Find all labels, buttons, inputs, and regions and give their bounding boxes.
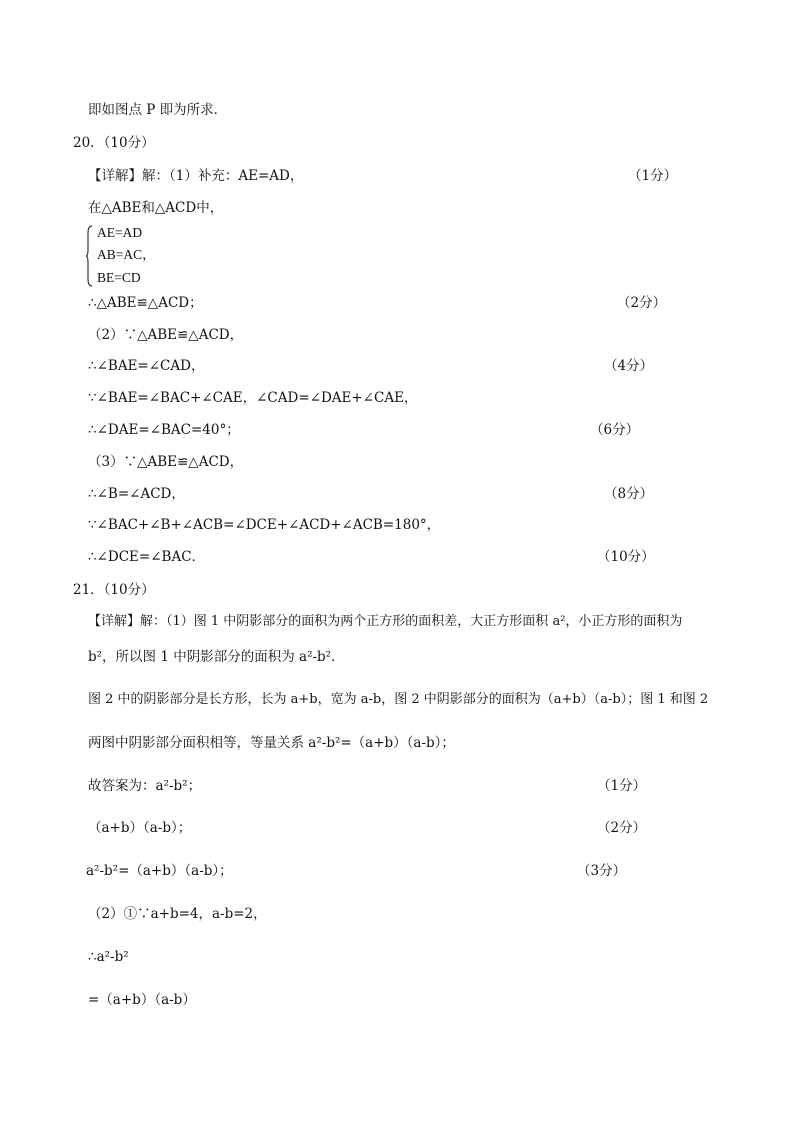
text-line: ∵∠BAE=∠BAC+∠CAE，∠CAD=∠DAE+∠CAE， xyxy=(88,390,418,406)
equation-line: AE=AD xyxy=(97,225,143,240)
score-label: （1分） xyxy=(628,168,678,184)
text-line: ∴a²-b² xyxy=(88,949,129,965)
score-label: （10分） xyxy=(597,549,655,565)
score-label: （1分） xyxy=(597,778,647,794)
score-label: （2分） xyxy=(597,820,647,836)
equation-line: BE=CD xyxy=(97,270,141,285)
text-line: 即如图点 P 即为所求． xyxy=(88,102,228,118)
text-line: 故答案为：a²-b²； xyxy=(88,778,202,794)
text-line: a²-b²=（a+b）（a-b）； xyxy=(86,863,233,879)
text-line: 两图中阴影部分面积相等，等量关系 a²-b²=（a+b）（a-b）； xyxy=(88,735,455,751)
equation-line: AB=AC， xyxy=(97,247,156,262)
text-line: 【详解】解：（1）图 1 中阴影部分的面积为两个正方形的面积差，大正方形面积 a²，小正方形的面积为 xyxy=(88,614,683,629)
text-line: 图 2 中的阴影部分是长方形，长为 a+b，宽为 a-b，图 2 中阴影部分的面积为（a+b）（a-b）；图 1 和图 2 xyxy=(88,692,709,707)
text-line: （a+b）（a-b）； xyxy=(88,820,192,836)
text-line: （2）∵△ABE≌△ACD， xyxy=(88,327,244,343)
text-line: ∵∠BAC+∠B+∠ACB=∠DCE+∠ACD+∠ACB=180°， xyxy=(88,517,441,533)
text-line: （3）∵△ABE≌△ACD， xyxy=(88,454,244,470)
text-line: ∴∠B=∠ACD， xyxy=(88,486,185,502)
text-line: ∴∠BAE=∠CAD， xyxy=(88,358,205,374)
score-label: （2分） xyxy=(617,295,667,311)
question-heading: 20．（10分） xyxy=(73,135,155,151)
text-line: =（a+b）（a-b） xyxy=(88,992,196,1008)
score-label: （4分） xyxy=(604,358,654,374)
score-label: （3分） xyxy=(577,863,627,879)
brace-icon xyxy=(86,225,93,287)
text-line: 在△ABE和△ACD中， xyxy=(88,200,224,216)
score-label: （6分） xyxy=(590,422,640,438)
score-label: （8分） xyxy=(604,486,654,502)
question-heading: 21．（10分） xyxy=(73,582,155,598)
text-line: ∴∠DCE=∠BAC． xyxy=(88,549,206,565)
text-line: （2）①∵a+b=4，a-b=2， xyxy=(88,906,267,922)
text-line: b²，所以图 1 中阴影部分的面积为 a²-b²． xyxy=(88,649,345,665)
text-line: ∴∠DAE=∠BAC=40°； xyxy=(88,422,240,438)
text-line: 【详解】解：（1）补充：AE=AD， xyxy=(88,168,304,184)
text-line: ∴△ABE≌△ACD； xyxy=(88,295,203,311)
